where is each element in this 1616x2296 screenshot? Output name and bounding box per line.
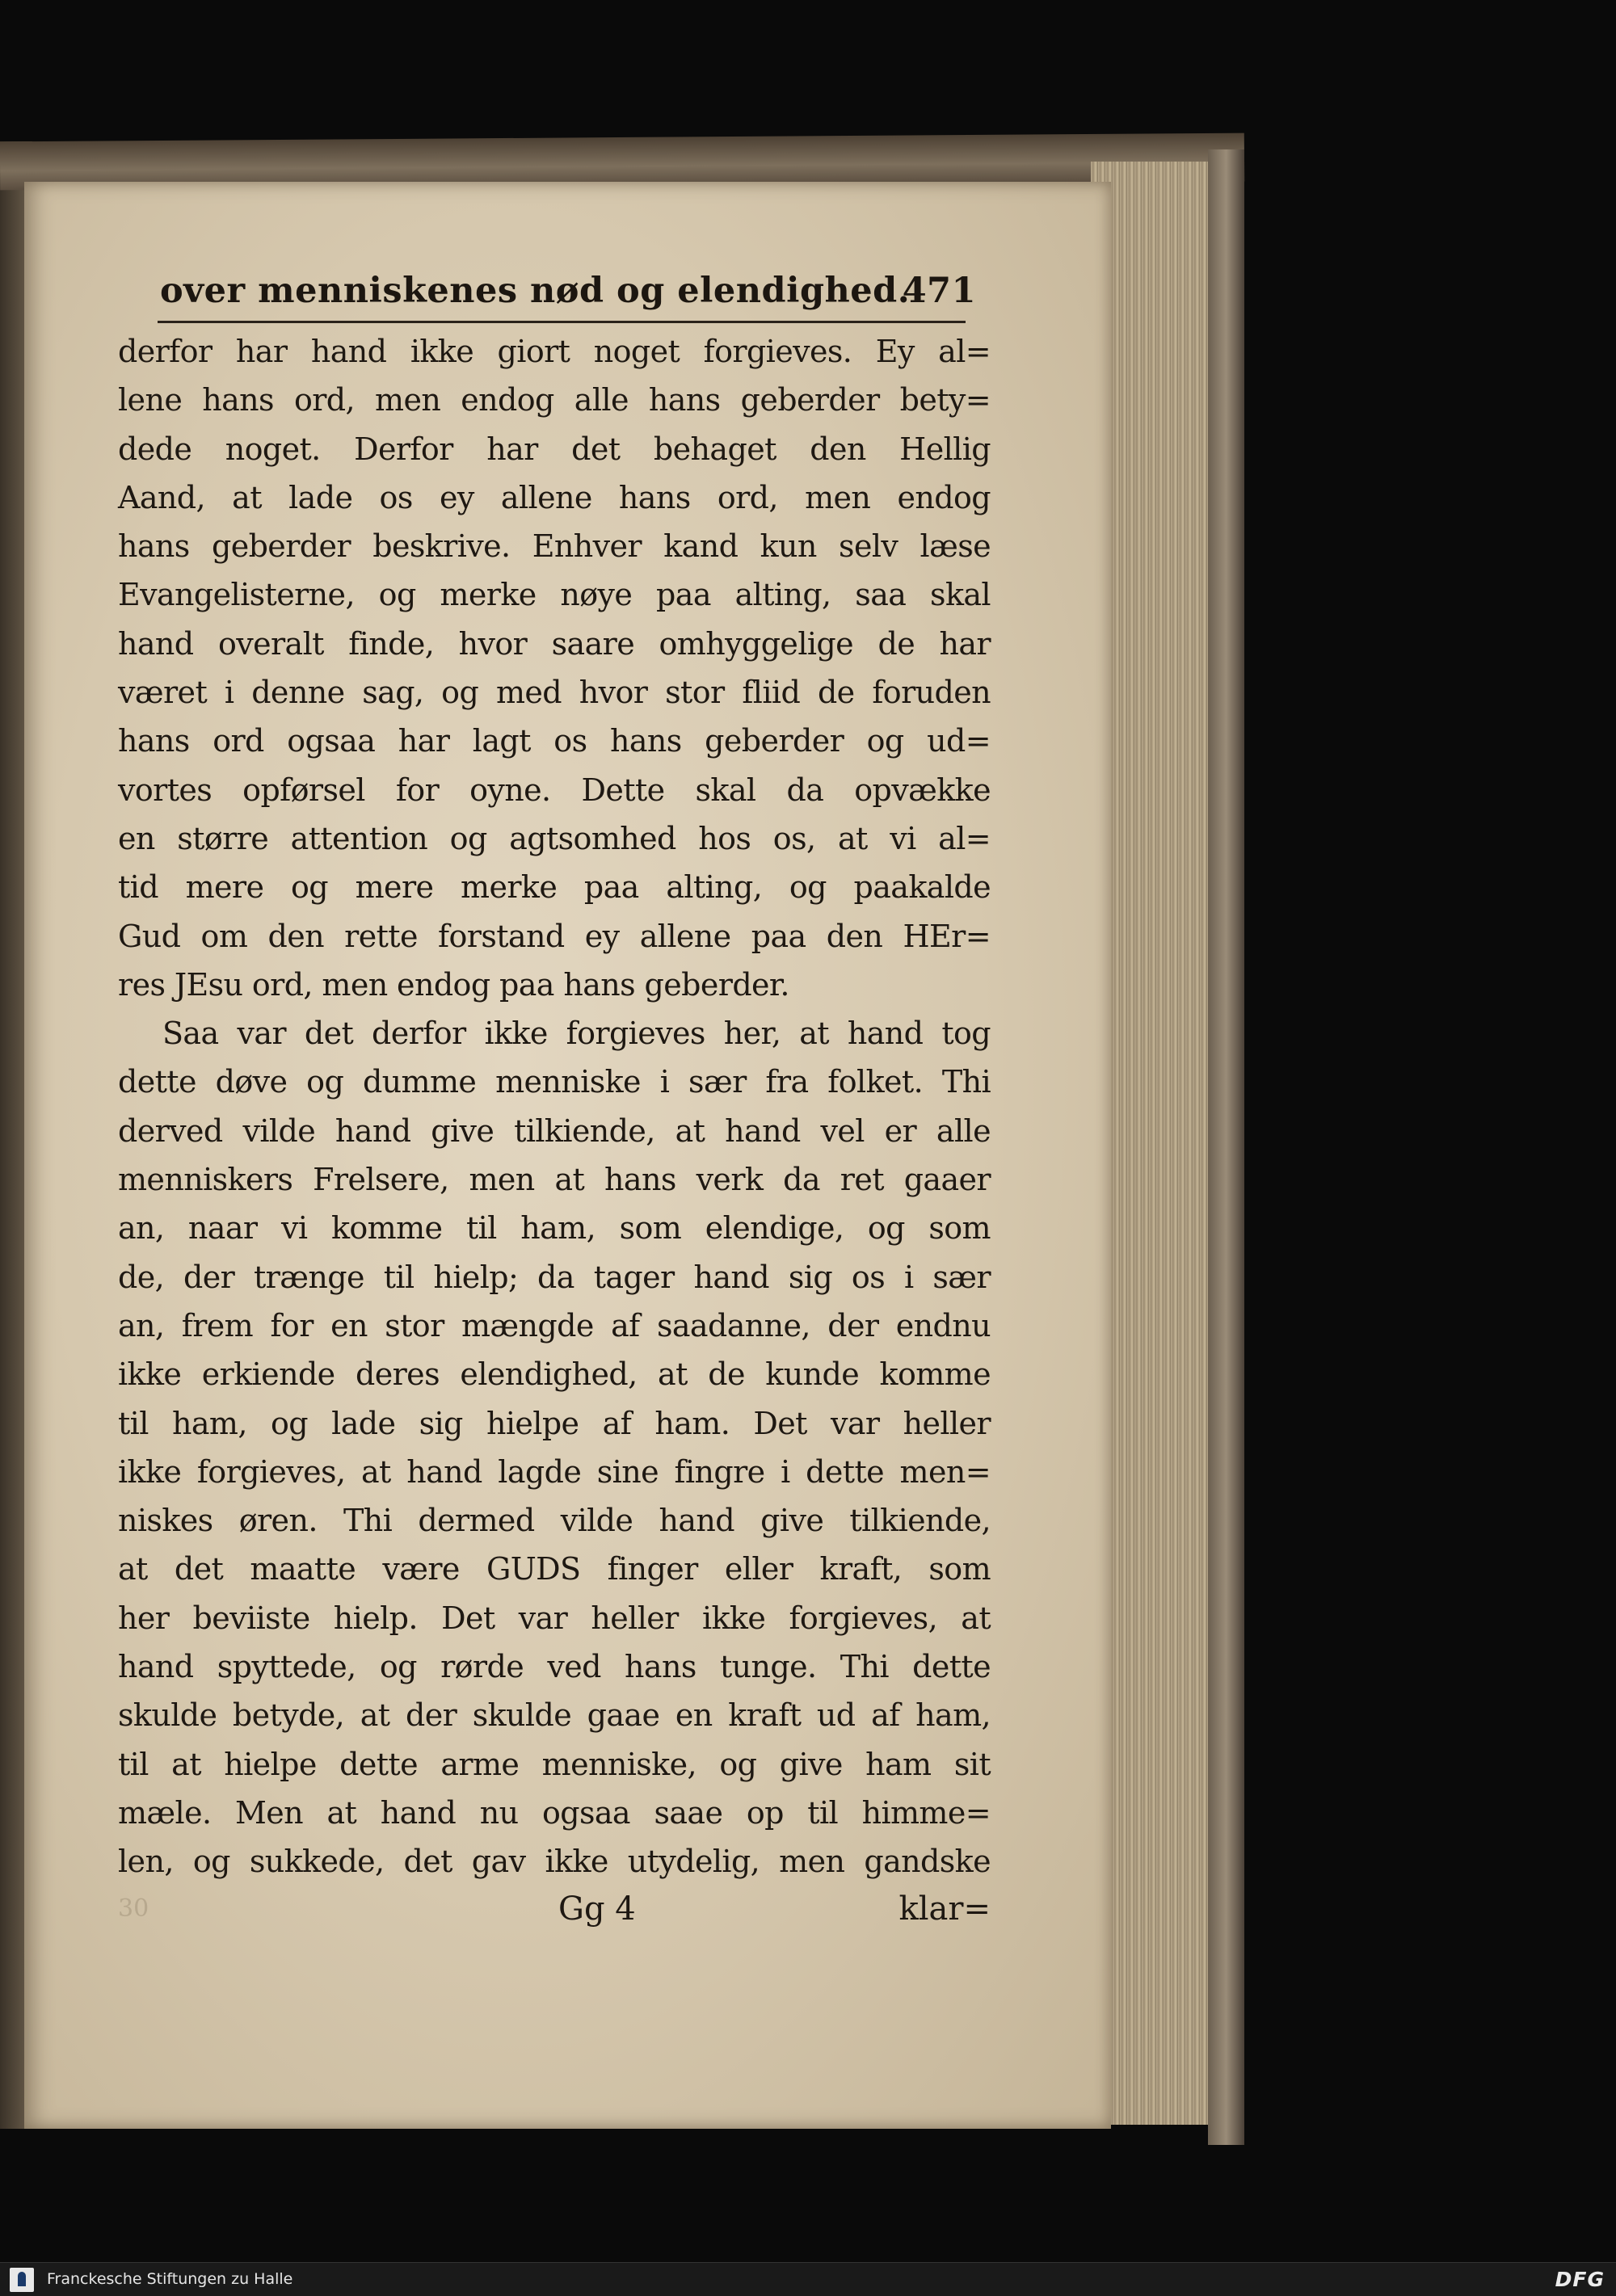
text-line: Evangelisterne, og merke nøye paa alting, saa skal <box>118 577 991 613</box>
text-line: til at hielpe dette arme menniske, og give ham sit <box>118 1746 991 1782</box>
signature-mark: Gg 4 <box>558 1890 636 1928</box>
text-line: tid mere og mere merke paa alting, og paakalde <box>118 869 991 906</box>
text-line: dette døve og dumme menniske i sær fra folket. Thi <box>118 1064 991 1100</box>
text-line: derfor har hand ikke giort noget forgieves. Ey al= <box>118 334 991 369</box>
book-cover-right-edge <box>1208 149 1244 2145</box>
text-line: dede noget. Derfor har det behaget den Hellig <box>118 431 991 467</box>
text-line: været i denne sag, og med hvor stor fliid de foruden <box>118 675 991 711</box>
text-line: ikke erkiende deres elendighed, at de kunde komme <box>118 1356 991 1393</box>
header-rule <box>158 321 966 323</box>
text-line: len, og sukkede, det gav ikke utydelig, men gandske <box>118 1844 991 1880</box>
text-line: ikke forgieves, at hand lagde sine fingre i dette men= <box>118 1453 991 1490</box>
text-line: niskes øren. Thi dermed vilde hand give tilkiende, <box>118 1503 991 1539</box>
text-line: Aand, at lade os ey allene hans ord, men endog <box>118 479 991 515</box>
text-line: an, frem for en stor mængde af saadanne, der endnu <box>118 1307 991 1344</box>
text-line: skulde betyde, at der skulde gaae en kraft ud af ham, <box>118 1697 991 1734</box>
text-line: derved vilde hand give tilkiende, at hand vel er alle <box>118 1112 991 1149</box>
catchword: klar= <box>898 1890 991 1928</box>
running-head-title: over menniskenes nød og elendighed. <box>160 271 911 311</box>
text-line: lene hans ord, men endog alle hans geberder bety= <box>118 382 991 418</box>
text-line: mæle. Men at hand nu ogsaa saae op til himme= <box>118 1794 991 1831</box>
text-line: de, der trænge til hielp; da tager hand sig os i sær <box>118 1259 991 1295</box>
institution-name: Franckesche Stiftungen zu Halle <box>47 2270 293 2288</box>
page-number: 471 <box>902 271 976 311</box>
text-line: hans ord ogsaa har lagt os hans geberder og ud= <box>118 723 991 759</box>
text-line: an, naar vi komme til ham, som elendige, og som <box>118 1210 991 1247</box>
viewer-footer-bar <box>0 2262 1616 2296</box>
running-head <box>160 271 976 319</box>
text-line: til ham, og lade sig hielpe af ham. Det var heller <box>118 1405 991 1441</box>
text-line: Gud om den rette forstand ey allene paa den HEr= <box>118 918 991 954</box>
text-line: at det maatte være GUDS finger eller kraft, som <box>118 1551 991 1587</box>
text-line: hans geberder beskrive. Enhver kand kun selv læse <box>118 528 991 565</box>
institution-logo-icon <box>10 2268 34 2292</box>
text-line: hand spyttede, og rørde ved hans tunge. Thi dette <box>118 1649 991 1685</box>
text-line: vortes opførsel for oyne. Dette skal da opvække <box>118 772 991 808</box>
page-footer <box>118 1890 991 1939</box>
text-line: hand overalt finde, hvor saare omhyggelige de har <box>118 625 991 662</box>
text-line: her beviiste hielp. Det var heller ikke forgieves, at <box>118 1600 991 1636</box>
text-line: en større attention og agtsomhed hos os, at vi al= <box>118 820 991 856</box>
text-line-paragraph-start: Saa var det derfor ikke forgieves her, at hand tog <box>162 1016 991 1052</box>
faint-mark: 30 <box>118 1894 149 1923</box>
body-text <box>118 327 991 1886</box>
text-line: menniskers Frelsere, men at hans verk da ret gaaer <box>118 1162 991 1198</box>
text-line: res JEsu ord, men endog paa hans geberder. <box>118 966 789 1003</box>
dfg-logo: DFG <box>1555 2268 1605 2291</box>
